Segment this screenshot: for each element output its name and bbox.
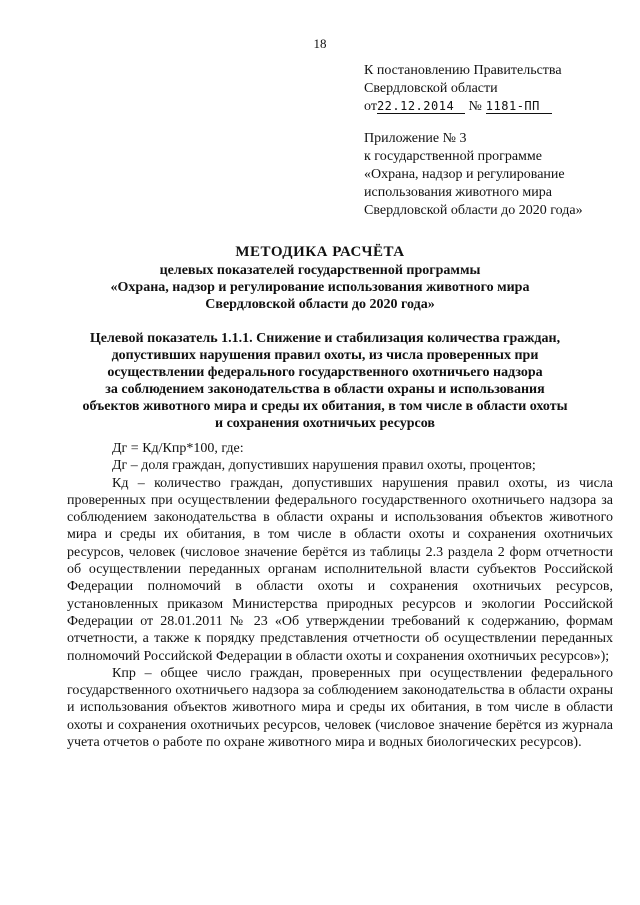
indicator-line-2: допустивших нарушения правил охоты, из числа проверенных при bbox=[111, 348, 539, 363]
title-line-4: Свердловской области до 2020 года» bbox=[205, 297, 435, 312]
indicator-line-3: осуществлении федерального государственного охотничьего надзора bbox=[107, 365, 543, 380]
handwritten-number: 1181-ПП bbox=[486, 99, 552, 114]
document-title bbox=[40, 244, 600, 313]
appendix-line-1: Приложение № 3 bbox=[364, 131, 467, 146]
title-line-2: целевых показателей государственной программы bbox=[159, 263, 481, 278]
resolution-line-1: К постановлению Правительства bbox=[364, 63, 562, 78]
appendix-line-3: «Охрана, надзор и регулирование bbox=[364, 167, 565, 182]
title-main: МЕТОДИКА РАСЧЁТА bbox=[235, 244, 405, 260]
indicator-line-6: и сохранения охотничьих ресурсов bbox=[215, 416, 435, 431]
indicator-heading bbox=[40, 330, 610, 432]
definition-dg: Дг – доля граждан, допустивших нарушения правил охоты, процентов; bbox=[112, 458, 536, 474]
resolution-reference bbox=[364, 62, 624, 116]
appendix-line-4: использования животного мира bbox=[364, 185, 552, 200]
appendix-reference bbox=[364, 130, 634, 220]
page-number: 18 bbox=[313, 36, 327, 51]
resolution-line-2: Свердловской области bbox=[364, 81, 498, 96]
formula-paragraph: Дг = Кд/Кпр*100, где: bbox=[112, 441, 244, 456]
number-prefix: № bbox=[468, 99, 482, 114]
appendix-line-2: к государственной программе bbox=[364, 149, 542, 164]
handwritten-date: 22.12.2014 bbox=[377, 99, 465, 114]
resolution-date-number-line bbox=[364, 98, 624, 116]
date-prefix: от bbox=[364, 99, 377, 114]
definition-kd: Кд – количество граждан, допустивших нарушения правил охоты, из числа проверенных при осуществлении федерального государственного охотничьего надзора за соблюдением законодательства в области охраны и использования объектов животного мира и среды их обитания, в том числе в области охоты и сохранения охотничьих ресурсов, человек (числовое значение берётся из таблицы 2.3 раздела 2 форм отчетности об осуществлении переданных органам исполнительной власти субъектов Российской Федерации полномочий в области охоты и сохранения охотничьих ресурсов, установленных приказом Министерства природных ресурсов и экологии Российской Федерации от 28.01.2011 № 23 «Об утверждении требований к содержанию, формам отчетности, а также к порядку представления отчетности об осуществлении переданных полномочий Российской Федерации в области охоты и сохранения охотничьих ресурсов»); bbox=[67, 475, 613, 664]
appendix-line-5: Свердловской области до 2020 года» bbox=[364, 203, 583, 218]
definition-kpr: Кпр – общее число граждан, проверенных при осуществлении федерального государственного охотничьего надзора за соблюдением законодательства в области охраны и использования объектов животного мира и среды их обитания, в том числе в области охоты и сохранения охотничьих ресурсов, человек (числовое значение берётся из журнала учета отчетов о работе по охране животного мира и водных биологических ресурсов). bbox=[67, 665, 613, 751]
indicator-line-4: за соблюдением законодательства в области охраны и использования bbox=[105, 382, 545, 397]
body-text bbox=[67, 440, 613, 751]
indicator-line-1: Целевой показатель 1.1.1. Снижение и стабилизация количества граждан, bbox=[89, 331, 561, 346]
indicator-line-5: объектов животного мира и среды их обитания, в том числе в области охоты bbox=[82, 399, 568, 414]
title-line-3: «Охрана, надзор и регулирование использования животного мира bbox=[110, 280, 530, 295]
